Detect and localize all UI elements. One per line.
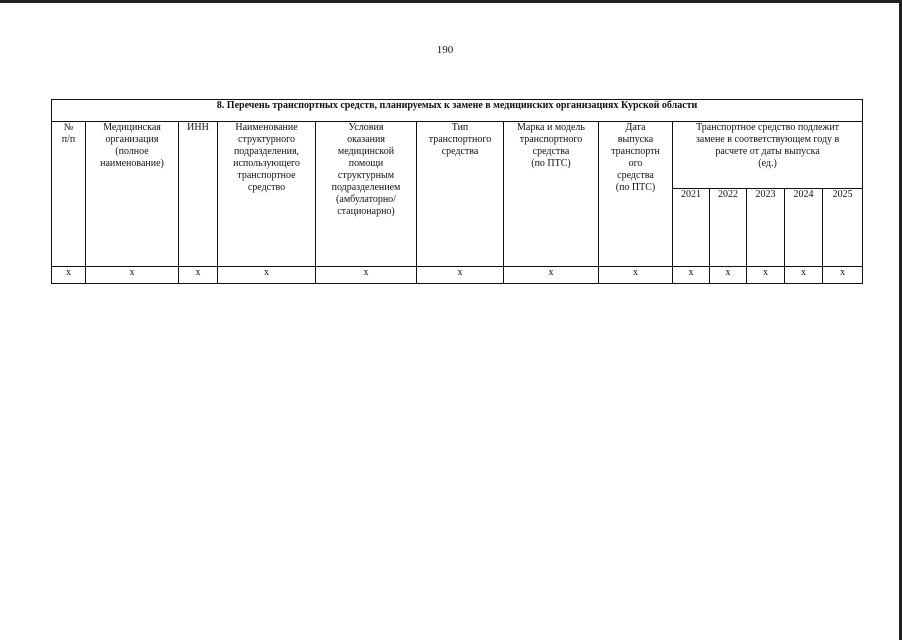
header-year-2022: 2022 [710, 189, 747, 267]
page-number: 190 [436, 44, 454, 56]
header-replacement: Транспортное средство подлежит замене в соответствующем году в расчете от даты выпуска (ед.) [673, 122, 863, 189]
header-year-2023: 2023 [747, 189, 785, 267]
table-cell: x [417, 267, 504, 284]
table-cell: x [823, 267, 863, 284]
table-cell: x [710, 267, 747, 284]
header-release-date: Дата выпуска транспортн ого средства (по ПТС) [599, 122, 673, 267]
table-cell: x [747, 267, 785, 284]
header-year-2025: 2025 [823, 189, 863, 267]
table-title-row [52, 100, 863, 122]
page-top-border [0, 0, 902, 3]
header-num: № п/п [52, 122, 86, 267]
header-structural-unit: Наименование структурного подразделения, использующего транспортное средство [218, 122, 316, 267]
table-cell: x [785, 267, 823, 284]
table-cell: x [673, 267, 710, 284]
header-care-conditions: Условия оказания медицинской помощи структурным подразделением (амбулаторно/ стационарно) [316, 122, 417, 267]
header-inn: ИНН [179, 122, 218, 267]
table-cell: x [179, 267, 218, 284]
table-row [52, 267, 863, 284]
table-cell: x [599, 267, 673, 284]
header-year-2021: 2021 [673, 189, 710, 267]
vehicle-replacement-table [51, 99, 863, 284]
table-cell: x [316, 267, 417, 284]
table-cell: x [218, 267, 316, 284]
table-cell: x [504, 267, 599, 284]
header-brand-model: Марка и модель транспортного средства (по ПТС) [504, 122, 599, 267]
table-cell: x [86, 267, 179, 284]
table-header-row [52, 122, 863, 189]
header-organization: Медицинская организация (полное наименование) [86, 122, 179, 267]
header-vehicle-type: Тип транспортного средства [417, 122, 504, 267]
header-year-2024: 2024 [785, 189, 823, 267]
table-title: 8. Перечень транспортных средств, планируемых к замене в медицинских организациях Курской области [52, 100, 863, 122]
table-cell: x [52, 267, 86, 284]
